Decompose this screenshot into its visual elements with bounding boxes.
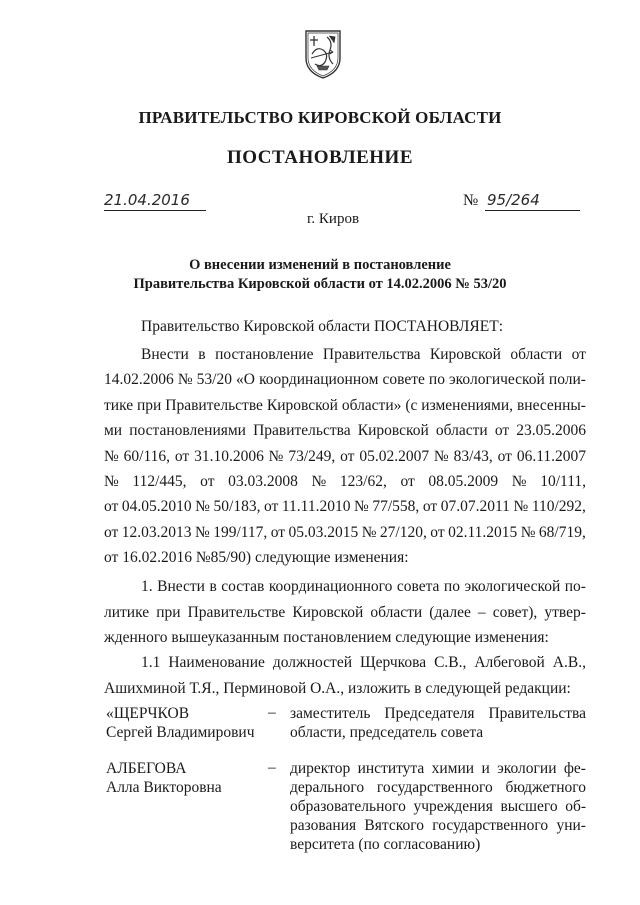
paragraph-line: [104, 448, 586, 466]
word: Кировской: [357, 422, 429, 440]
word: Правительства: [253, 422, 351, 440]
word: образовательного: [290, 798, 406, 815]
paragraph-line: [104, 498, 586, 516]
word: 1.: [141, 578, 153, 595]
word: А.В.,: [552, 654, 586, 671]
subject-line: О внесении изменений в постановление: [189, 257, 451, 273]
word: экологической: [464, 578, 561, 595]
paragraph-line: Ашихминой Т.Я., Перминовой О.А., изложить в следующей редакции:: [104, 680, 571, 697]
word: химии: [431, 760, 475, 777]
word: и: [481, 760, 490, 777]
word: от: [400, 473, 415, 490]
word: Правительстве: [165, 396, 263, 414]
word: №: [195, 498, 210, 516]
word: Правительства: [322, 346, 421, 363]
number-field: [485, 190, 580, 211]
word: заместитель: [290, 705, 371, 722]
word: –: [477, 603, 486, 621]
word: №: [513, 498, 529, 516]
word: №: [268, 447, 284, 465]
word: совета: [396, 578, 440, 595]
word: разования: [290, 817, 357, 834]
word: 10/111,: [540, 473, 586, 490]
word: по-: [564, 578, 586, 595]
word: 05.03.2015: [288, 523, 359, 541]
member-given-name: Алла Викторовна: [106, 779, 222, 796]
member-surname: «ЩЕРЧКОВ: [106, 705, 190, 722]
word: №: [520, 523, 536, 541]
document-subject: [0, 256, 640, 294]
paragraph-line: [141, 578, 586, 596]
paragraph-line: [104, 371, 586, 389]
member-dash: –: [268, 704, 276, 721]
word: 02.11.2015: [448, 523, 518, 541]
word: совет),: [492, 603, 538, 621]
position-line: [290, 797, 586, 816]
word: ми: [104, 422, 123, 440]
word: Председателя: [384, 705, 475, 722]
word: 27/120,: [379, 523, 427, 541]
word: 06.11.2007: [516, 447, 586, 465]
word: 68/719,: [538, 523, 586, 541]
word: №: [361, 523, 377, 541]
member-name: [106, 759, 222, 797]
paragraph-line: [104, 604, 586, 622]
word: института: [357, 760, 425, 777]
word: от: [571, 346, 586, 363]
word: Правительстве: [187, 603, 286, 621]
word: по: [428, 371, 445, 389]
word: 12.03.2013: [121, 523, 192, 541]
word: координационном: [259, 371, 379, 389]
word: изменениями,: [421, 396, 514, 414]
word: экологии: [497, 760, 557, 777]
word: №: [433, 447, 449, 465]
word: №: [104, 447, 119, 465]
word: от: [200, 473, 215, 490]
word: Щерчкова: [359, 654, 427, 671]
government-title: ПРАВИТЕЛЬСТВО КИРОВСКОЙ ОБЛАСТИ: [138, 108, 502, 127]
member-surname: АЛБЕГОВА: [106, 760, 187, 777]
word: 08.05.2009: [428, 473, 499, 490]
paragraph-line: [141, 654, 586, 672]
paragraph-line: [104, 524, 586, 542]
word: Наименование: [168, 654, 265, 671]
word: №: [511, 473, 527, 490]
word: при: [137, 396, 162, 414]
member-name: [106, 704, 255, 742]
position-line: [290, 778, 586, 797]
member-position: [290, 759, 586, 854]
number-label: №: [463, 192, 479, 209]
word: 1.1: [141, 654, 161, 671]
word: в: [209, 578, 217, 595]
word: 199/117,: [213, 523, 268, 541]
word: 23.05.2006: [516, 422, 586, 440]
word: «О: [236, 371, 255, 389]
word: Албеговой: [474, 654, 545, 671]
word: 73/249,: [288, 447, 336, 465]
word: государственного: [376, 779, 493, 796]
word: внесенны-: [516, 396, 586, 414]
word: бюджетного: [505, 779, 586, 796]
word: от: [264, 498, 279, 516]
word: №: [194, 523, 210, 541]
word: совете: [382, 371, 425, 389]
word: должностей: [272, 654, 352, 671]
date-value: 21.04.2016: [104, 191, 190, 209]
word: от: [174, 447, 190, 465]
number-value: 95/264: [487, 191, 540, 209]
member-position: [290, 704, 586, 742]
paragraph-line: [104, 397, 586, 415]
word: учреждения: [413, 798, 493, 815]
position-line: [290, 759, 586, 778]
position-line: [290, 704, 586, 723]
word: от: [494, 422, 510, 440]
word: 60/116,: [123, 447, 171, 465]
word: №: [104, 473, 119, 490]
word: координационного: [268, 578, 393, 595]
word: утвер-: [544, 603, 586, 621]
word: от: [104, 523, 119, 541]
word: высшего: [500, 798, 558, 815]
position-line: области, председатель совета: [290, 724, 484, 741]
word: Кировской: [429, 346, 501, 363]
word: в: [198, 346, 206, 363]
word: Кировской: [292, 603, 364, 621]
word: 14.02.2006: [104, 371, 174, 389]
word: области»: [341, 396, 402, 414]
word: директор: [290, 760, 351, 777]
word: Правительства: [488, 705, 586, 722]
word: состав: [221, 578, 265, 595]
position-line: верситета (по согласованию): [290, 836, 481, 853]
document-type: ПОСТАНОВЛЕНИЕ: [226, 147, 414, 168]
word: от: [270, 523, 286, 541]
member-dash: –: [268, 759, 276, 776]
word: тике: [104, 396, 134, 414]
word: от: [104, 498, 119, 516]
word: Кировской: [266, 396, 338, 414]
paragraph-line: [104, 473, 586, 491]
word: 31.10.2006: [194, 447, 264, 465]
word: государственного: [432, 817, 549, 834]
member-given-name: Сергей Владимирович: [106, 724, 255, 741]
word: Внести: [141, 346, 189, 363]
word: фе-: [563, 760, 586, 777]
word: С.В.,: [434, 654, 467, 671]
word: (далее: [429, 603, 471, 621]
paragraph-line: жденного вышеуказанным постановлением следующие изменения:: [104, 629, 549, 646]
word: области: [435, 422, 488, 440]
word: №: [311, 473, 327, 490]
word: 50/183,: [213, 498, 261, 516]
word: 03.03.2008: [228, 473, 298, 490]
word: уни-: [556, 817, 586, 834]
word: от: [340, 447, 355, 465]
word: от: [422, 498, 438, 516]
word: 04.05.2010: [121, 498, 192, 516]
word: Внести: [157, 578, 205, 595]
word: постановление: [215, 346, 314, 363]
word: 83/43,: [453, 447, 493, 465]
word: 112/445,: [132, 473, 187, 490]
word: 110/292,: [531, 498, 586, 516]
word: от: [430, 523, 445, 541]
word: дерального: [290, 779, 365, 796]
city: г. Киров: [306, 211, 360, 227]
word: области: [510, 346, 563, 363]
word: 05.02.2007: [359, 447, 430, 465]
word: области: [370, 603, 423, 621]
word: №: [177, 371, 193, 389]
word: 53/20: [196, 371, 232, 389]
paragraph-line: от 16.02.2016 №85/90) следующие изменения:: [104, 549, 409, 567]
word: при: [156, 603, 181, 621]
word: постановлениями: [129, 422, 246, 440]
word: от: [497, 447, 512, 465]
date-field: [104, 190, 206, 211]
word: об-: [565, 798, 586, 815]
word: экологической: [449, 371, 545, 389]
subject-line: Правительства Кировской области от 14.02.2006 № 53/20: [133, 276, 507, 292]
word: по: [443, 578, 460, 595]
word: Вятского: [364, 817, 424, 834]
word: 77/558,: [372, 498, 420, 516]
paragraph-line: [104, 422, 586, 440]
word: поли-: [548, 371, 586, 389]
preamble: Правительство Кировской области ПОСТАНОВЛЯЕТ:: [141, 318, 504, 335]
kirov-coat-of-arms-icon: [303, 28, 343, 80]
word: литике: [104, 603, 150, 621]
position-line: [290, 816, 586, 835]
word: 123/62,: [339, 473, 387, 490]
word: №: [354, 498, 369, 516]
paragraph-line: [141, 346, 586, 364]
word: 07.07.2011: [440, 498, 510, 516]
word: (с: [405, 396, 418, 414]
word: 11.11.2010: [281, 498, 351, 516]
